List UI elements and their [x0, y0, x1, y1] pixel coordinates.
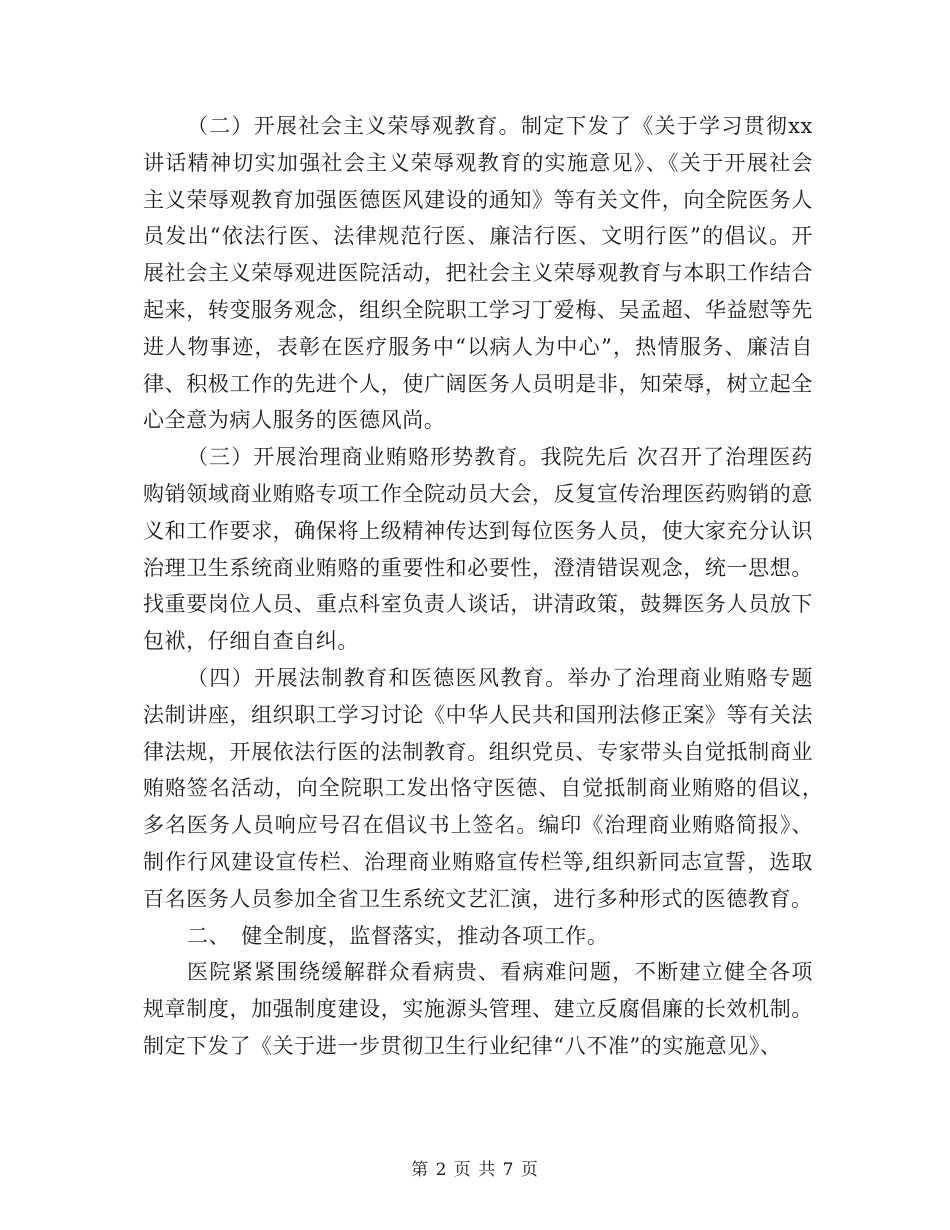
paragraph-rongru-education: （二）开展社会主义荣辱观教育。制定下发了《关于学习贯彻xx讲话精神切实加强社会主义荣辱观教育的实施意见》、《关于开展社会主义荣辱观教育加强医德医风建设的通知》等有关文件，向全院医务人员发出“依法行医、法律规范行医、廉洁行医、文明行医”的倡议。开展社会主义荣辱观进医院活动，把社会主义荣辱观教育与本职工作结合起来，转变服务观念，组织全院职工学习丁爱梅、吴孟超、华益慰等先进人物事迹，表彰在医疗服务中“以病人为中心”，热情服务、廉洁自律、积极工作的先进个人，使广阔医务人员明是非，知荣辱，树立起全心全意为病人服务的医德风尚。	[143, 114, 813, 433]
page-footer	[0, 1155, 950, 1180]
section-heading-system-building: 二、 健全制度，监督落实，推动各项工作。	[187, 923, 609, 948]
paragraph-legal-ethics-education: （四）开展法制教育和医德医风教育。举办了治理商业贿赂专题法制讲座，组织职工学习讨论《中华人民共和国刑法修正案》等有关法律法规，开展依法行医的法制教育。组织党员、专家带头自觉抵制商业贿赂签名活动，向全院职工发出恪守医德、自觉抵制商业贿赂的倡议， 多名医务人员响应号召在倡议书上签名。编印《治理商业贿赂简报》、制作行风建设宣传栏、治理商业贿赂宣传栏等,组织新同志宣誓，选取百名医务人员参加全省卫生系统文艺汇演，进行多种形式的医德教育。	[143, 665, 842, 911]
paragraph-commercial-bribery-education: （三）开展治理商业贿赂形势教育。我院先后 次召开了治理医药购销领域商业贿赂专项工作全院动员大会，反复宣传治理医药购销的意义和工作要求，确保将上级精神传达到每位医务人员，使大家充分认识治理卫生系统商业贿赂的重要性和必要性，澄清错误观念，统一思想。找重要岗位人员、重点科室负责人谈话，讲清政策，鼓舞医务人员放下包袱，仔细自查自纠。	[143, 445, 813, 654]
paragraph-system-building: 医院紧紧围绕缓解群众看病贵、看病难问题，不断建立健全各项规章制度，加强制度建设，实施源头管理、建立反腐倡廉的长效机制。制定下发了《关于进一步贯彻卫生行业纪律“八不准”的实施意见》、	[143, 960, 813, 1058]
document-body	[143, 108, 842, 1065]
page-number-label: 第 2 页 共 7 页	[411, 1160, 539, 1180]
